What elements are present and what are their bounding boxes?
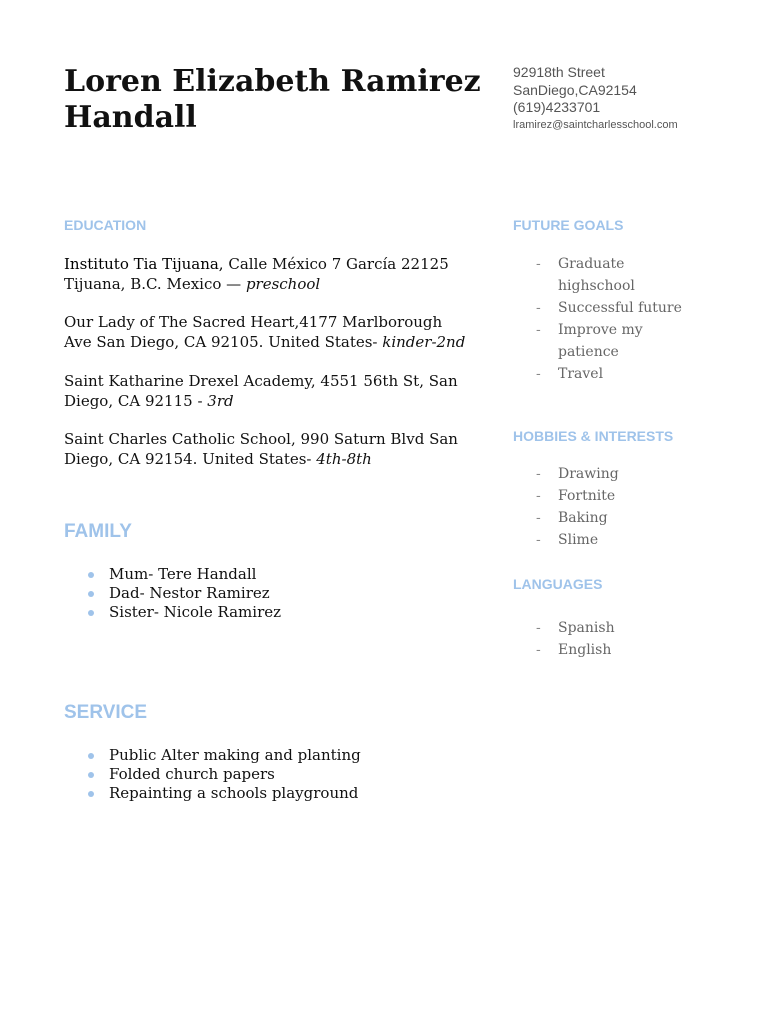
list-item: - Travel — [536, 363, 696, 385]
address-line-2: SanDiego,CA92154 — [513, 81, 637, 98]
family-list — [64, 565, 281, 622]
list-item: Folded church papers — [64, 765, 361, 784]
list-item: - Baking — [536, 507, 696, 529]
future-goals-heading: FUTURE GOALS — [513, 217, 624, 233]
service-heading: SERVICE — [64, 702, 148, 723]
school-name: Saint Katharine Drexel Academy, 4551 56th St, San Diego, CA 92115 — [64, 372, 458, 410]
list-item: - Spanish — [536, 617, 696, 639]
school-details: Calle México 7 García 22125 Tijuana, B.C. Mexico — — [64, 255, 449, 293]
list-item: Sister- Nicole Ramirez — [64, 603, 281, 622]
resume-name: Loren Elizabeth Ramirez Handall — [64, 64, 481, 135]
service-list — [64, 746, 361, 803]
phone-number: (619)4233701 — [513, 99, 601, 115]
school-name: Our Lady of The Sacred Heart,4177 Marlborough Ave San Diego, CA 92105. United States- — [64, 313, 443, 351]
list-item: - Fortnite — [536, 485, 696, 507]
list-item: - Successful future — [536, 297, 696, 319]
languages-list — [536, 617, 696, 661]
list-item: Mum- Tere Handall — [64, 565, 281, 584]
list-item: Public Alter making and planting — [64, 746, 361, 765]
future-goals-list — [536, 253, 696, 385]
school-details: - — [192, 391, 208, 410]
address-line-1: 92918th Street — [513, 64, 605, 80]
hobbies-list — [536, 463, 696, 551]
languages-heading: LANGUAGES — [513, 576, 603, 592]
family-heading: FAMILY — [64, 521, 132, 542]
school-name: Saint Charles Catholic School, 990 Saturn Blvd San Diego, CA 92154. United States- — [64, 430, 458, 468]
list-item: - English — [536, 639, 696, 661]
school-grade: preschool — [245, 274, 321, 293]
education-heading: EDUCATION — [64, 217, 147, 233]
school-name: Instituto Tia Tijuana, — [64, 255, 224, 273]
list-item: - Drawing — [536, 463, 696, 485]
school-grade: 4th-8th — [311, 449, 372, 468]
list-item: Dad- Nestor Ramirez — [64, 584, 281, 603]
school-grade: 3rd — [207, 391, 234, 410]
education-entry-1 — [64, 255, 474, 294]
education-entry-2 — [64, 313, 474, 352]
list-item: Repainting a schools playground — [64, 784, 361, 803]
education-entry-3 — [64, 372, 474, 411]
email-address: lramirez@saintcharlesschool.com — [513, 118, 678, 131]
list-item: - Graduate highschool — [536, 253, 696, 297]
education-entry-4 — [64, 430, 474, 469]
contact-block — [513, 64, 753, 134]
list-item: - Improve my patience — [536, 319, 696, 363]
list-item: - Slime — [536, 529, 696, 551]
school-grade: kinder-2nd — [377, 332, 466, 351]
hobbies-heading: HOBBIES & INTERESTS — [513, 428, 674, 444]
